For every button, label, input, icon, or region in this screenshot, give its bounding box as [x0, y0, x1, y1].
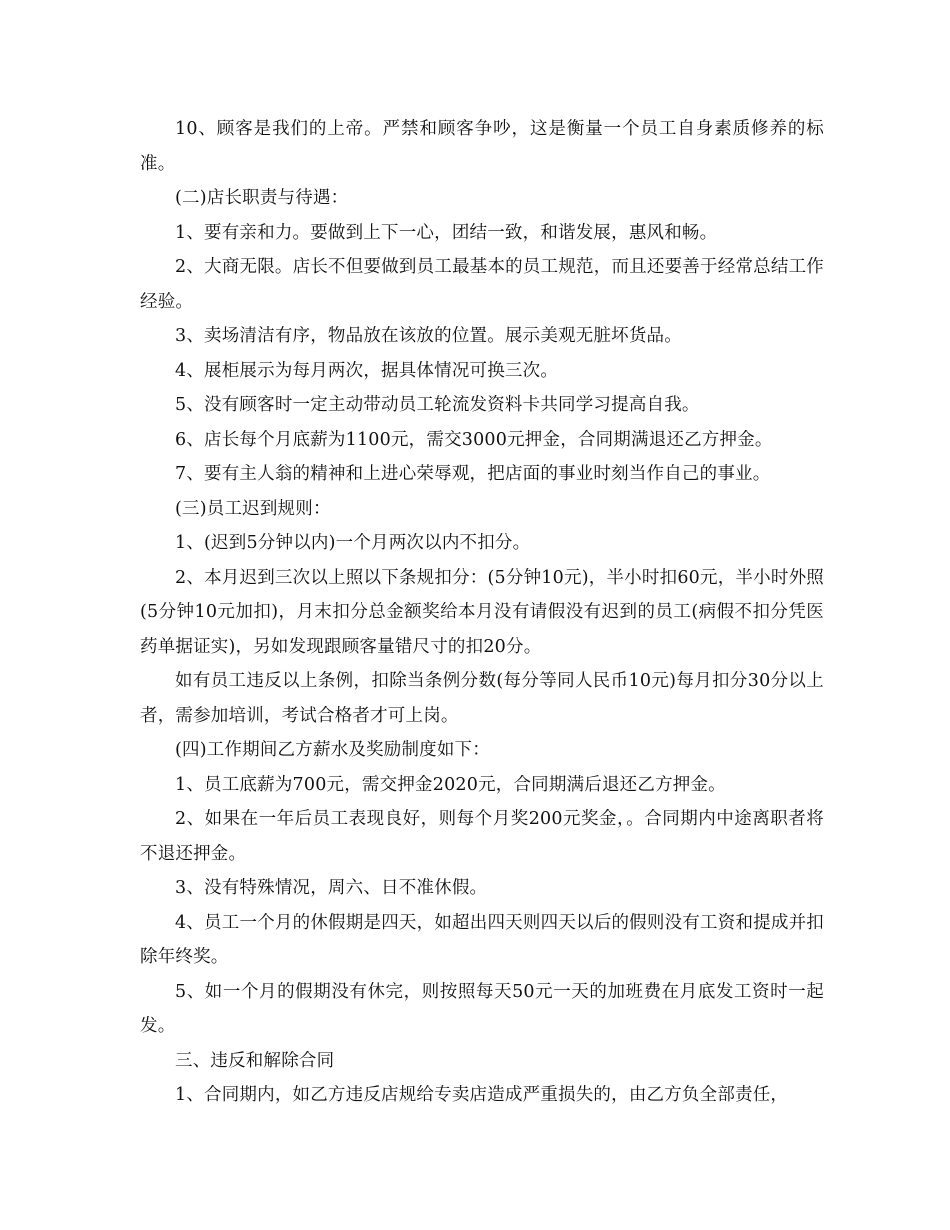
paragraph-termination-rule-1: 1、合同期内，如乙方违反店规给专卖店造成严重损失的，由乙方负全部责任， — [175, 1085, 789, 1105]
section-heading-late-rules: (三)员工迟到规则： — [175, 498, 331, 519]
paragraph-manager-duty-6: 6、店长每个月底薪为1100元，需交3000元押金，合同期满退还乙方押金。 — [175, 429, 773, 450]
paragraph-salary-rule-2: 2、如果在一年后员工表现良好，则每个月奖200元奖金，。合同期内中途离职者将不退还押金。 — [140, 809, 824, 864]
paragraph-salary-rule-5: 5、如一个月的假期没有休完，则按照每天50元一天的加班费在月底发工资时一起发。 — [140, 981, 824, 1036]
section-heading-salary-rewards: (四)工作期间乙方薪水及奖励制度如下： — [175, 740, 490, 760]
document-body — [140, 112, 824, 1113]
paragraph-late-rule-2: 2、本月迟到三次以上照以下条规扣分：(5分钟10元)，半小时扣60元，半小时外照(5分钟10元加扣)，月末扣分总金额奖给本月没有请假没有迟到的员工(病假不扣分凭医药单据证实)，另如发现跟顾客量错尺寸的扣20分。 — [140, 567, 824, 657]
paragraph-salary-rule-1: 1、员工底薪为700元，需交押金2020元，合同期满后退还乙方押金。 — [175, 774, 726, 795]
paragraph-manager-duty-3: 3、卖场清洁有序，物品放在该放的位置。展示美观无脏坏货品。 — [175, 326, 682, 346]
paragraph-manager-duty-2: 2、大商无限。店长不但要做到员工最基本的员工规范，而且还要善于经常总结工作经验。 — [140, 257, 824, 312]
paragraph-salary-rule-3: 3、没有特殊情况，周六、日不准休假。 — [175, 878, 488, 898]
section-heading-manager-duties: (二)店长职责与待遇： — [175, 188, 349, 208]
section-heading-contract-termination: 三、违反和解除合同 — [175, 1050, 335, 1071]
paragraph-customer-rule-10: 10、顾客是我们的上帝。严禁和顾客争吵，这是衡量一个员工自身素质修养的标准。 — [140, 119, 824, 174]
paragraph-late-rule-1: 1、(迟到5分钟以内)一个月两次以内不扣分。 — [175, 533, 531, 553]
paragraph-manager-duty-7: 7、要有主人翁的精神和上进心荣辱观，把店面的事业时刻当作自己的事业。 — [175, 464, 771, 484]
paragraph-salary-rule-4: 4、员工一个月的休假期是四天，如超出四天则四天以后的假则没有工资和提成并扣除年终奖。 — [140, 912, 824, 967]
paragraph-violation-penalty: 如有员工违反以上条例，扣除当条例分数(每分等同人民币10元)每月扣分30分以上者，需参加培训，考试合格者才可上岗。 — [140, 671, 824, 726]
paragraph-manager-duty-4: 4、展柜展示为每月两次，据具体情况可换三次。 — [175, 360, 559, 381]
paragraph-manager-duty-5: 5、没有顾客时一定主动带动员工轮流发资料卡共同学习提高自我。 — [175, 395, 700, 415]
paragraph-manager-duty-1: 1、要有亲和力。要做到上下一心，团结一致，和谐发展，惠风和畅。 — [175, 222, 718, 243]
